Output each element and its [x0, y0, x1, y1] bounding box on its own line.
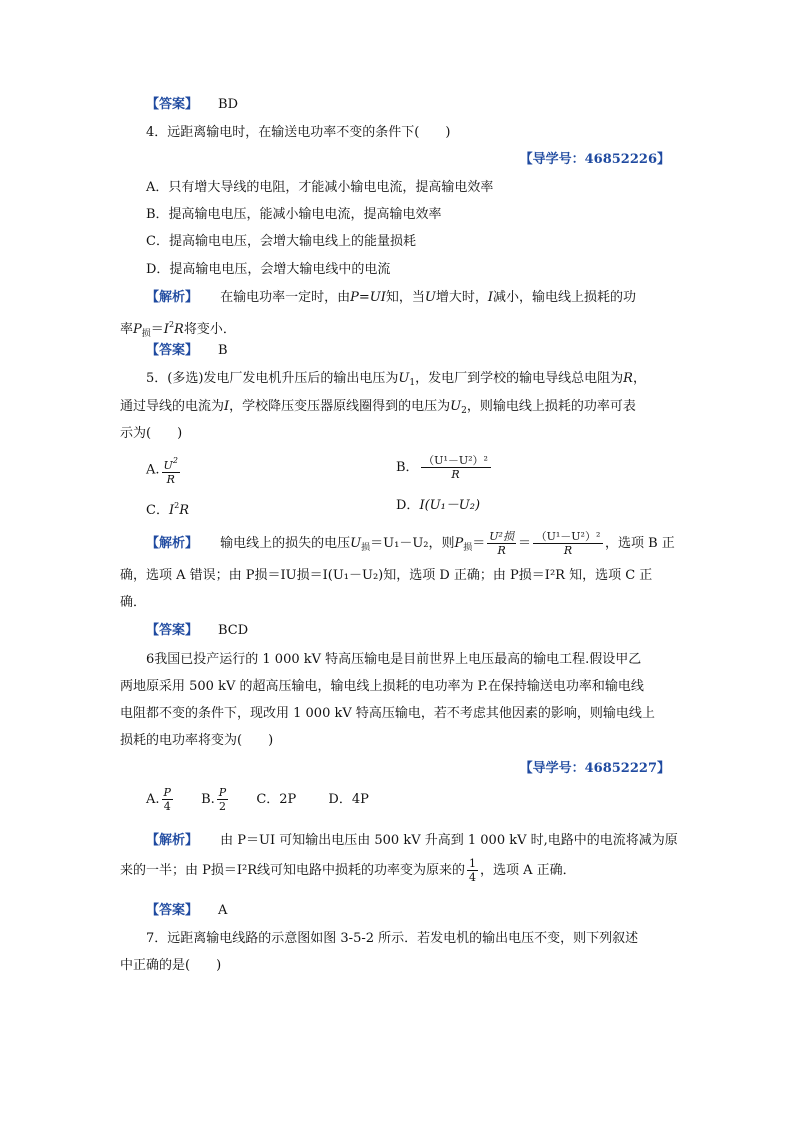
q6-analysis-line1: 【解析】 由 P＝UI 可知输出电压由 500 kV 升高到 1 000 kV 时,电路中的电流将减为原 [146, 833, 678, 848]
q4-option-c: C．提高输电电压，会增大输电线上的能量损耗 [146, 234, 416, 249]
fraction: $\frac{\text{（U¹－U²）²}}{R}$ [533, 530, 603, 557]
answer-value: B [218, 343, 228, 358]
answer-tag: 【答案】 [146, 903, 199, 918]
q7-stem-line1: 7．远距离输电线路的示意图如图 3-5-2 所示．若发电机的输出电压不变，则下列叙述 [146, 931, 639, 946]
fraction: $\frac{P}{4}$ [163, 786, 171, 813]
answer-tag: 【答案】 [146, 343, 199, 358]
q3-answer-line [146, 96, 238, 114]
answer-tag: 【答案】 [146, 97, 199, 112]
q5-option-b: B． $\frac{\text{（U¹－U²）²}}{R}$ [396, 454, 493, 481]
q4-guide-number: 【导学号：46852226】 [519, 152, 670, 167]
analysis-tag: 【解析】 [146, 290, 199, 305]
q6-answer-line [146, 902, 227, 920]
analysis-tag: 【解析】 [146, 833, 199, 848]
q5-analysis-line2: 确，选项 A 错误；由 P损＝IU损＝I(U₁－U₂)知，选项 D 正确；由 P损＝I²R 知，选项 C 正 [120, 568, 653, 583]
q4-option-a: A．只有增大导线的电阻，才能减小输电电流，提高输电效率 [146, 180, 494, 195]
q6-option-d: D．4P [328, 792, 369, 807]
q5-option-d: D．I(U₁－U₂) [396, 498, 481, 513]
answer-value: BCD [218, 623, 249, 638]
answer-value: A [218, 903, 228, 918]
q4-analysis-line1: 【解析】 在输电功率一定时，由P=UI知，当U增大时，I减小，输电线上损耗的功 [146, 290, 637, 305]
fraction: $\frac{U^2}{R}$ [163, 456, 178, 486]
q5-answer-line [146, 622, 248, 640]
fraction: $\frac{1}{4}$ [469, 857, 477, 884]
q4-stem: 4．远距离输电时，在输送电功率不变的条件下( ) [146, 125, 451, 140]
q5-stem-line2: 通过导线的电流为I，学校降压变压器原线圈得到的电压为$U_2$，则输电线上损耗的功率可表 [120, 399, 636, 416]
analysis-tag: 【解析】 [146, 536, 199, 551]
answer-value: BD [218, 97, 238, 112]
q6-option-a: A. $\frac{P}{4}$ [146, 786, 171, 813]
q6-analysis-line2: 来的一半；由 P损＝I²R线可知电路中损耗的功率变为原来的 $\frac{1}{4}$ ，选项 A 正确． [120, 857, 576, 884]
fraction: $\frac{\text{U²损}}{R}$ [489, 530, 514, 557]
q5-stem-line3: 示为( ) [120, 426, 183, 441]
q4-answer-line [146, 342, 228, 360]
fraction: $\frac{\text{（U¹－U²）²}}{R}$ [421, 454, 491, 481]
q4-analysis-line2: 率$P_损=I^2R$将变小． [120, 320, 236, 339]
q5-analysis-line3: 确． [120, 595, 147, 610]
fraction: $\frac{P}{2}$ [218, 786, 227, 813]
q6-options [146, 786, 369, 813]
q6-stem-line3: 电阻都不变的条件下，现改用 1 000 kV 特高压输电，若不考虑其他因素的影响，则输电线上 [120, 706, 655, 721]
q6-guide-number: 【导学号：46852227】 [519, 761, 670, 776]
q6-stem-line4: 损耗的电功率将变为( ) [120, 733, 274, 748]
q5-analysis-line1: 【解析】 输电线上的损失的电压$U_损=U_1-U_2$，则$P_损=$ $\frac{\text{U²损}}{R}$ ＝ $\frac{\text{（U¹－U²）²}}{R}$ ，选项 B 正 [146, 530, 675, 557]
q5-stem-line1: 5．(多选)发电厂发电机升压后的输出电压为$U_1$，发电厂到学校的输电导线总电阻为R， [146, 371, 646, 388]
q5-option-c: C．$I^2R$ [146, 501, 189, 518]
q6-stem-line2: 两地原采用 500 kV 的超高压输电，输电线上损耗的电功率为 P.在保持输送电功率和输电线 [120, 679, 644, 694]
answer-tag: 【答案】 [146, 623, 199, 638]
q6-option-c: C．2P [256, 792, 297, 807]
q4-option-d: D．提高输电电压，会增大输电线中的电流 [146, 262, 391, 277]
q6-option-b: B. $\frac{P}{2}$ [201, 786, 227, 813]
q5-option-a: A. $\frac{U^2}{R}$ [146, 456, 178, 486]
q7-stem-line2: 中正确的是( ) [120, 958, 222, 973]
q6-stem-line1: 6我国已投产运行的 1 000 kV 特高压输电是目前世界上电压最高的输电工程.假设甲乙 [146, 652, 642, 667]
q4-option-b: B．提高输电电压，能减小输电电流，提高输电效率 [146, 207, 442, 222]
